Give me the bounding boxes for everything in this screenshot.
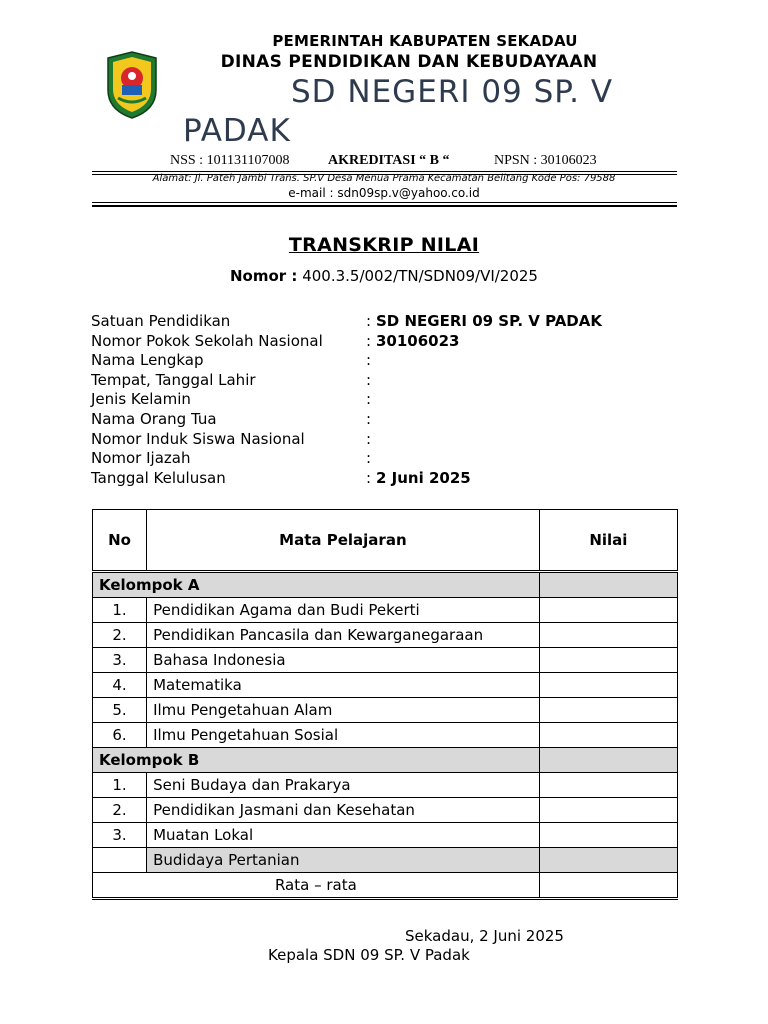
info-label: Nomor Ijazah [91, 449, 191, 468]
group-a-label: Kelompok A [93, 572, 540, 598]
row-subject: Muatan Lokal [147, 823, 540, 848]
info-colon: : [366, 351, 372, 370]
info-colon: : [366, 468, 372, 487]
table-row [93, 648, 678, 673]
school-name-line1: SD NEGERI 09 SP. V [291, 74, 614, 110]
document-number-label: Nomor : [230, 267, 298, 285]
table-row [93, 798, 678, 823]
table-row [93, 848, 678, 873]
document-title: TRANSKRIP NILAI [288, 234, 480, 256]
row-grade-cell[interactable] [539, 598, 677, 623]
table-row [93, 623, 678, 648]
info-colon: : [366, 312, 372, 330]
header-divider-bottom-2 [92, 205, 677, 207]
table-row [93, 598, 678, 623]
group-b-row [93, 748, 678, 773]
table-row [93, 723, 678, 748]
row-subject: Pendidikan Agama dan Budi Pekerti [147, 598, 540, 623]
signature-title: Kepala SDN 09 SP. V Padak [268, 946, 470, 964]
info-label: Nama Orang Tua [91, 409, 217, 428]
info-label: Tanggal Kelulusan [91, 468, 226, 487]
row-number: 2. [93, 798, 147, 823]
info-colon: : [366, 449, 372, 468]
school-email: e-mail : sdn09sp.v@yahoo.co.id [288, 186, 480, 200]
accreditation: AKREDITASI “ B “ [328, 153, 450, 168]
row-number: 4. [93, 673, 147, 698]
row-number: 3. [93, 648, 147, 673]
header-divider-bottom [92, 202, 677, 203]
average-label: Rata – rata [93, 873, 540, 899]
info-label: Nomor Induk Siswa Nasional [91, 429, 305, 448]
row-grade-cell[interactable] [539, 698, 677, 723]
row-grade-cell[interactable] [539, 798, 677, 823]
header-divider-top [92, 171, 677, 172]
row-number: 1. [93, 773, 147, 798]
row-subject: Bahasa Indonesia [147, 648, 540, 673]
row-number: 2. [93, 623, 147, 648]
table-row [93, 773, 678, 798]
info-value: SD NEGERI 09 SP. V PADAK [376, 312, 602, 330]
info-label: Tempat, Tanggal Lahir [91, 370, 256, 389]
table-row [93, 698, 678, 723]
row-subject: Ilmu Pengetahuan Alam [147, 698, 540, 723]
table-header-row [93, 510, 678, 572]
info-label: Jenis Kelamin [91, 390, 191, 409]
info-label: Satuan Pendidikan [91, 312, 231, 330]
info-value: 2 Juni 2025 [376, 468, 471, 487]
info-value: 30106023 [376, 331, 460, 350]
row-grade-cell[interactable] [539, 848, 677, 873]
header-no: No [93, 510, 147, 572]
info-colon: : [366, 429, 372, 448]
info-colon: : [366, 331, 372, 350]
group-b-label: Kelompok B [93, 748, 540, 773]
row-subject: Pendidikan Jasmani dan Kesehatan [147, 798, 540, 823]
group-a-grade [539, 572, 677, 598]
group-a-row [93, 572, 678, 598]
npsn-number: NPSN : 30106023 [494, 153, 597, 168]
signature-place-date: Sekadau, 2 Juni 2025 [405, 927, 564, 945]
table-row [93, 823, 678, 848]
row-subject: Budidaya Pertanian [147, 848, 540, 873]
row-grade-cell[interactable] [539, 823, 677, 848]
row-number: 5. [93, 698, 147, 723]
school-name-line2: PADAK [183, 113, 291, 149]
nss-number: NSS : 101131107008 [170, 153, 290, 168]
header-subject: Mata Pelajaran [147, 510, 540, 572]
row-grade-cell[interactable] [539, 673, 677, 698]
table-row [93, 673, 678, 698]
info-label: Nomor Pokok Sekolah Nasional [91, 331, 323, 350]
info-colon: : [366, 370, 372, 389]
average-row [93, 873, 678, 899]
row-number: 6. [93, 723, 147, 748]
row-subject: Matematika [147, 673, 540, 698]
row-subject: Pendidikan Pancasila dan Kewarganegaraan [147, 623, 540, 648]
info-colon: : [366, 390, 372, 409]
row-grade-cell[interactable] [539, 773, 677, 798]
info-label: Nama Lengkap [91, 351, 204, 370]
row-number [93, 848, 147, 873]
row-subject: Seni Budaya dan Prakarya [147, 773, 540, 798]
document-number [0, 267, 768, 285]
row-grade-cell[interactable] [539, 648, 677, 673]
info-colon: : [366, 409, 372, 428]
row-grade-cell[interactable] [539, 623, 677, 648]
grades-table [92, 509, 678, 900]
average-grade-cell[interactable] [539, 873, 677, 899]
row-number: 1. [93, 598, 147, 623]
agency-heading: DINAS PENDIDIKAN DAN KEBUDAYAAN [220, 52, 598, 72]
document-number-value: 400.3.5/002/TN/SDN09/VI/2025 [302, 267, 538, 285]
header-grade: Nilai [539, 510, 677, 572]
row-subject: Ilmu Pengetahuan Sosial [147, 723, 540, 748]
government-heading: PEMERINTAH KABUPATEN SEKADAU [272, 32, 578, 50]
row-number: 3. [93, 823, 147, 848]
group-b-grade [539, 748, 677, 773]
row-grade-cell[interactable] [539, 723, 677, 748]
school-address: Alamat: Jl. Pateh Jambi Trans. SP.V Desa Menua Prama Kecamatan Belitang Kode Pos: 79588 [152, 173, 616, 184]
